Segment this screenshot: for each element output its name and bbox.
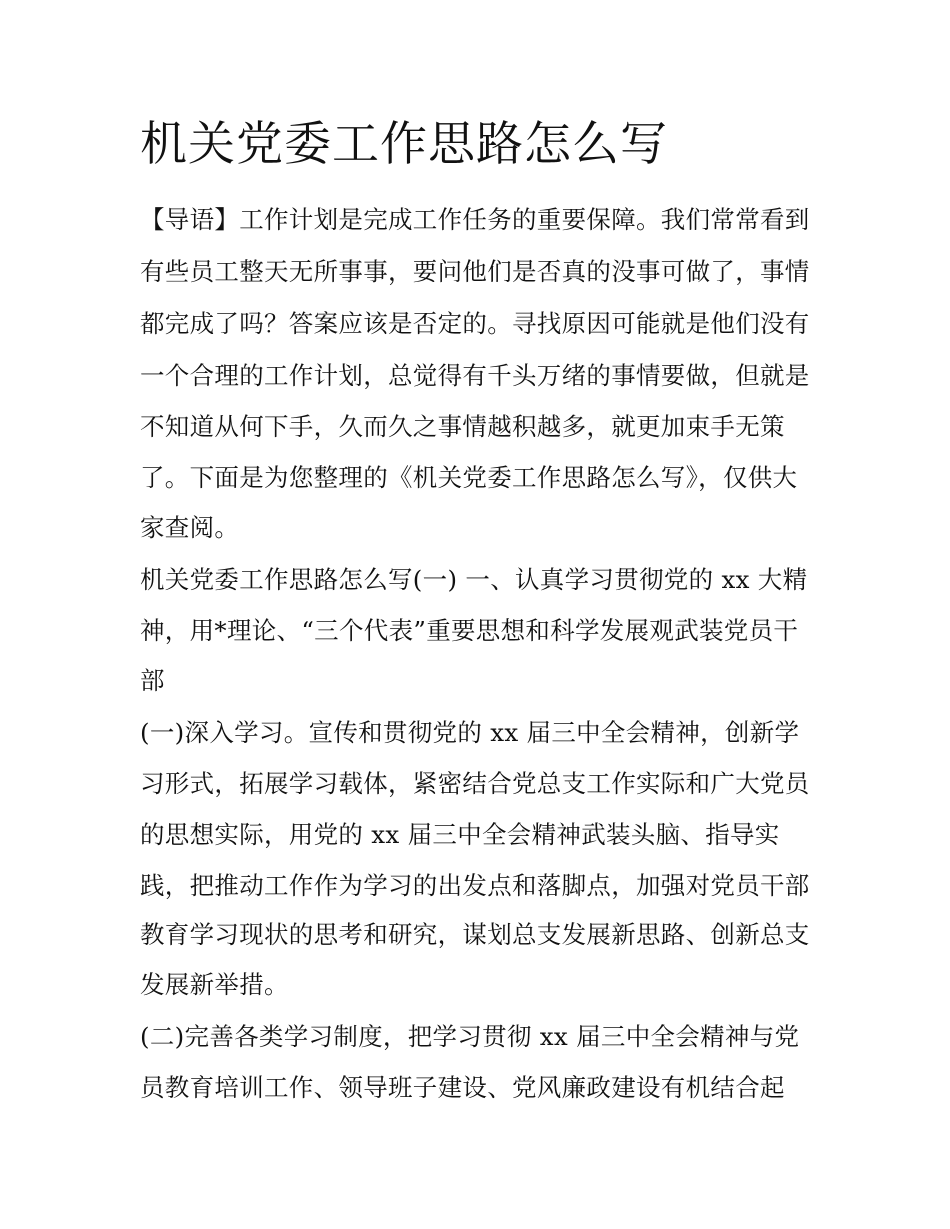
- item-two-line-2: 员教育培训工作、领导班子建设、党风廉政建设有机结合起: [140, 1073, 785, 1102]
- body-line-preface-6: 了。下面是为您整理的《机关党委工作思路怎么写》，仅供大: [140, 463, 798, 492]
- item-two-line-1: (二)完善各类学习制度，把学习贯彻 xx 届三中全会精神与党: [140, 1022, 800, 1051]
- body-line-preface-5: 不知道从何下手，久而久之事情越积越多，就更加束手无策: [140, 412, 785, 441]
- body-line-preface-3: 都完成了吗？答案应该是否定的。寻找原因可能就是他们没有: [140, 309, 810, 338]
- item-one-line-2: 习形式，拓展学习载体，紧密结合党总支工作实际和广大党员: [140, 769, 810, 798]
- body-line-preface-4: 一个合理的工作计划，总觉得有千头万绪的事情要做，但就是: [140, 361, 810, 390]
- section-heading-line-1: 机关党委工作思路怎么写(一) 一、认真学习贯彻党的 xx 大精: [140, 565, 808, 594]
- item-one-line-4: 践，把推动工作作为学习的出发点和落脚点，加强对党员干部: [140, 871, 810, 900]
- item-one-line-3: 的思想实际，用党的 xx 届三中全会精神武装头脑、指导实: [140, 820, 780, 849]
- item-one-line-1: (一)深入学习。宣传和贯彻党的 xx 届三中全会精神，创新学: [140, 718, 800, 747]
- section-heading-line-2: 神，用*理论、“三个代表”重要思想和科学发展观武装党员干: [140, 616, 799, 645]
- item-one-line-5: 教育学习现状的思考和研究，谋划总支发展新思路、创新总支: [140, 920, 810, 949]
- document-title: 机关党委工作思路怎么写: [140, 117, 668, 172]
- item-one-line-6: 发展新举措。: [140, 970, 289, 999]
- body-line-preface-7: 家查阅。: [140, 513, 240, 542]
- body-line-preface-2: 有些员工整天无所事事，要问他们是否真的没事可做了，事情: [140, 257, 810, 286]
- section-heading-line-3: 部: [140, 666, 165, 695]
- body-line-preface-1: 【导语】工作计划是完成工作任务的重要保障。我们常常看到: [140, 205, 810, 234]
